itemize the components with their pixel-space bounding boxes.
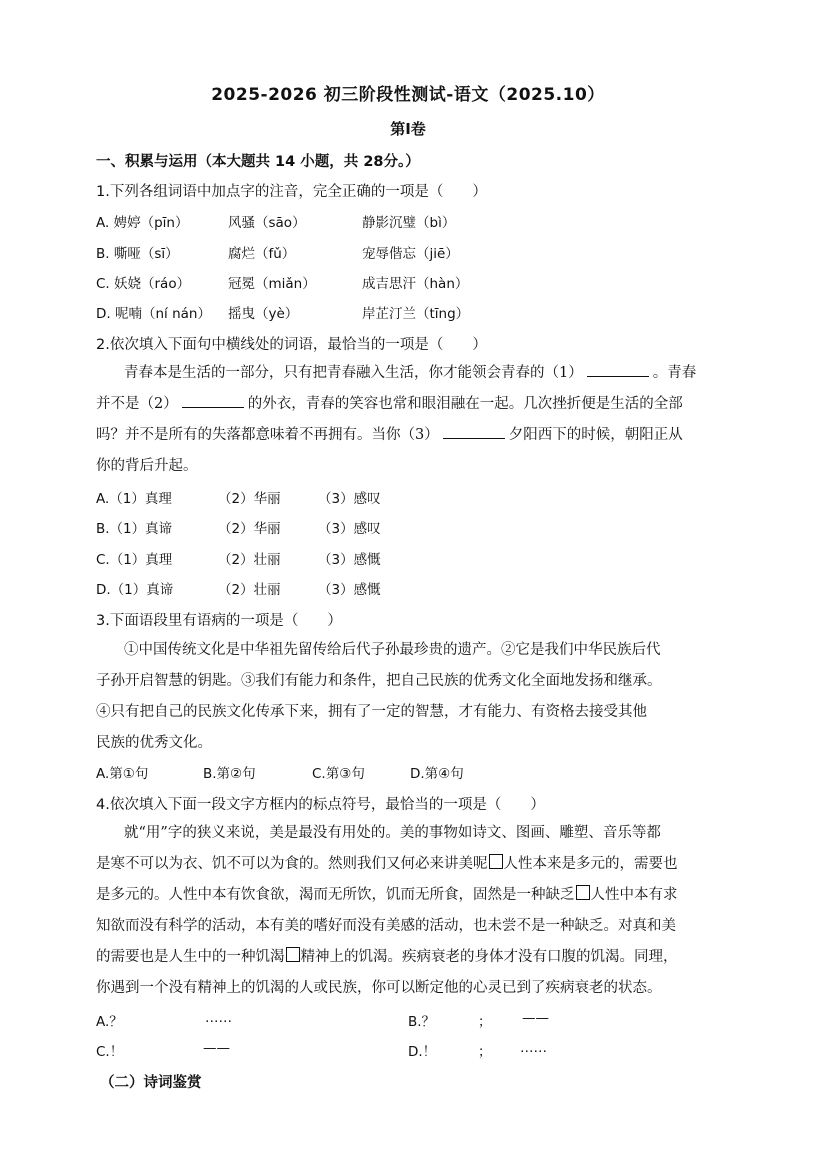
passage-text: 青春本是生活的一部分，只有把青春融入生活，你才能领会青春的（1） <box>124 365 583 381</box>
q1-option-d-3: 岸芷汀兰（tīng） <box>362 306 470 322</box>
passage-text: 吗？并不是所有的失落都意味着不再拥有。当你（3） <box>96 427 439 443</box>
q4-option-d-1: D.！ <box>408 1044 437 1060</box>
q4-option-c-2: —— <box>203 1040 230 1056</box>
exam-title: 2025-2026 初三阶段性测试-语文（2025.10） <box>211 85 605 105</box>
question-2-stem: 2.依次填入下面句中横线处的词语，最恰当的一项是（ ） <box>96 337 487 353</box>
question-3-passage-line-3: ④只有把自己的民族文化传承下来，拥有了一定的智慧，才有能力、有资格去接受其他 <box>96 704 647 720</box>
answer-blank-2[interactable] <box>182 395 244 408</box>
q2-option-a-2: （2）华丽 <box>218 491 281 507</box>
q2-option-d-1: D.（1）真谛 <box>96 582 174 598</box>
question-4-passage-line-6: 你遇到一个没有精神上的饥渴的人或民族，你可以断定他的心灵已到了疾病衰老的状态。 <box>96 980 662 996</box>
q1-option-d-1: D. 呢喃（ní nán） <box>96 306 211 322</box>
q1-option-a-3: 静影沉璧（bì） <box>362 215 456 231</box>
q2-option-a-1: A.（1）真理 <box>96 491 172 507</box>
q1-option-c-2: 冠冕（miǎn） <box>228 276 316 292</box>
question-4-passage-line-4: 知欲而没有科学的活动，本有美的嗜好而没有美感的活动，也未尝不是一种缺乏。对真和美 <box>96 918 676 934</box>
question-4-passage-line-5 <box>96 942 732 973</box>
passage-text: 的需要也是人生中的一种饥渴 <box>96 949 285 965</box>
q1-option-a-2: 风骚（sāo） <box>228 215 306 231</box>
passage-text: 人性中本有求 <box>590 887 678 903</box>
q4-option-b-2: ； <box>478 1014 492 1030</box>
q3-option-b: B.第②句 <box>203 766 256 782</box>
question-2-passage-line-4: 你的背后升起。 <box>96 458 198 474</box>
q4-option-d-3: …… <box>520 1040 547 1056</box>
q4-option-c-1: C.！ <box>96 1044 124 1060</box>
punctuation-box-2[interactable] <box>576 885 590 900</box>
q2-option-b-3: （3）感叹 <box>318 521 381 537</box>
q2-option-c-1: C.（1）真理 <box>96 552 173 568</box>
q4-option-b-1: B.？ <box>408 1014 436 1030</box>
q1-option-c-1: C. 妖娆（ráo） <box>96 276 191 292</box>
q1-option-b-3: 宠辱偕忘（jiē） <box>362 246 459 262</box>
q2-option-d-2: （2）壮丽 <box>218 582 281 598</box>
volume-label: 第Ⅰ卷 <box>390 120 426 138</box>
q2-option-c-2: （2）壮丽 <box>218 552 281 568</box>
q1-option-a-1: A. 娉婷（pīn） <box>96 215 189 231</box>
question-3-passage-line-2: 子孙开启智慧的钥匙。③我们有能力和条件，把自己民族的优秀文化全面地发扬和继承。 <box>96 673 662 689</box>
question-3-stem: 3.下面语段里有语病的一项是（ ） <box>96 613 342 629</box>
question-4-passage-line-1: 就“用”字的狭义来说，美是最没有用处的。美的事物如诗文、图画、雕塑、音乐等都 <box>124 825 661 841</box>
passage-text: 并不是（2） <box>96 396 178 412</box>
question-1-stem: 1.下列各组词语中加点字的注音，完全正确的一项是（ ） <box>96 184 487 200</box>
q1-option-b-2: 腐烂（fǔ） <box>228 246 296 262</box>
question-2-passage-line-3 <box>96 420 732 451</box>
punctuation-box-1[interactable] <box>489 854 503 869</box>
q4-option-a-1: A.？ <box>96 1014 123 1030</box>
punctuation-box-3[interactable] <box>286 947 300 962</box>
q1-option-b-1: B. 嘶哑（sī） <box>96 246 179 262</box>
q1-option-d-2: 摇曳（yè） <box>228 306 299 322</box>
passage-text: 是寒不可以为衣、饥不可以为食的。然则我们又何必来讲美呢 <box>96 856 488 872</box>
question-3-passage-line-4: 民族的优秀文化。 <box>96 735 212 751</box>
question-4-passage-line-3 <box>96 880 732 911</box>
passage-text: 夕阳西下的时候，朝阳正从 <box>508 427 683 443</box>
question-4-passage-line-2 <box>96 849 732 880</box>
question-2-passage-line-2 <box>96 389 732 420</box>
passage-text: 的外衣，青春的笑容也常和眼泪融在一起。几次挫折便是生活的全部 <box>247 396 683 412</box>
q4-option-d-2: ； <box>478 1044 492 1060</box>
q4-option-b-3: —— <box>522 1010 549 1026</box>
answer-blank-3[interactable] <box>443 426 505 439</box>
answer-blank-1[interactable] <box>587 364 649 377</box>
passage-text: 人性本来是多元的，需要也 <box>503 856 678 872</box>
passage-text: 是多元的。人性中本有饮食欲，渴而无所饮，饥而无所食，固然是一种缺乏 <box>96 887 575 903</box>
question-4-stem: 4.依次填入下面一段文字方框内的标点符号，最恰当的一项是（ ） <box>96 797 545 813</box>
q1-option-c-3: 成吉思汗（hàn） <box>362 276 469 292</box>
q2-option-a-3: （3）感叹 <box>318 491 381 507</box>
question-3-passage-line-1: ①中国传统文化是中华祖先留传给后代子孙最珍贵的遗产。②它是我们中华民族后代 <box>124 642 661 658</box>
section-heading-poetry: （二）诗词鉴赏 <box>100 1075 202 1091</box>
question-2-passage-line-1 <box>124 358 732 389</box>
q2-option-c-3: （3）感慨 <box>318 552 381 568</box>
q3-option-a: A.第①句 <box>96 766 149 782</box>
q4-option-a-2: …… <box>205 1010 232 1026</box>
q3-option-c: C.第③句 <box>312 766 365 782</box>
section-heading: 一、积累与运用（本大题共 14 小题，共 28分。） <box>96 154 420 170</box>
q2-option-d-3: （3）感慨 <box>318 582 381 598</box>
q3-option-d: D.第④句 <box>410 766 464 782</box>
passage-text: 。青春 <box>652 365 697 381</box>
passage-text: 精神上的饥渴。疾病衰老的身体才没有口腹的饥渴。同理， <box>300 949 678 965</box>
q2-option-b-1: B.（1）真谛 <box>96 521 173 537</box>
q2-option-b-2: （2）华丽 <box>218 521 281 537</box>
